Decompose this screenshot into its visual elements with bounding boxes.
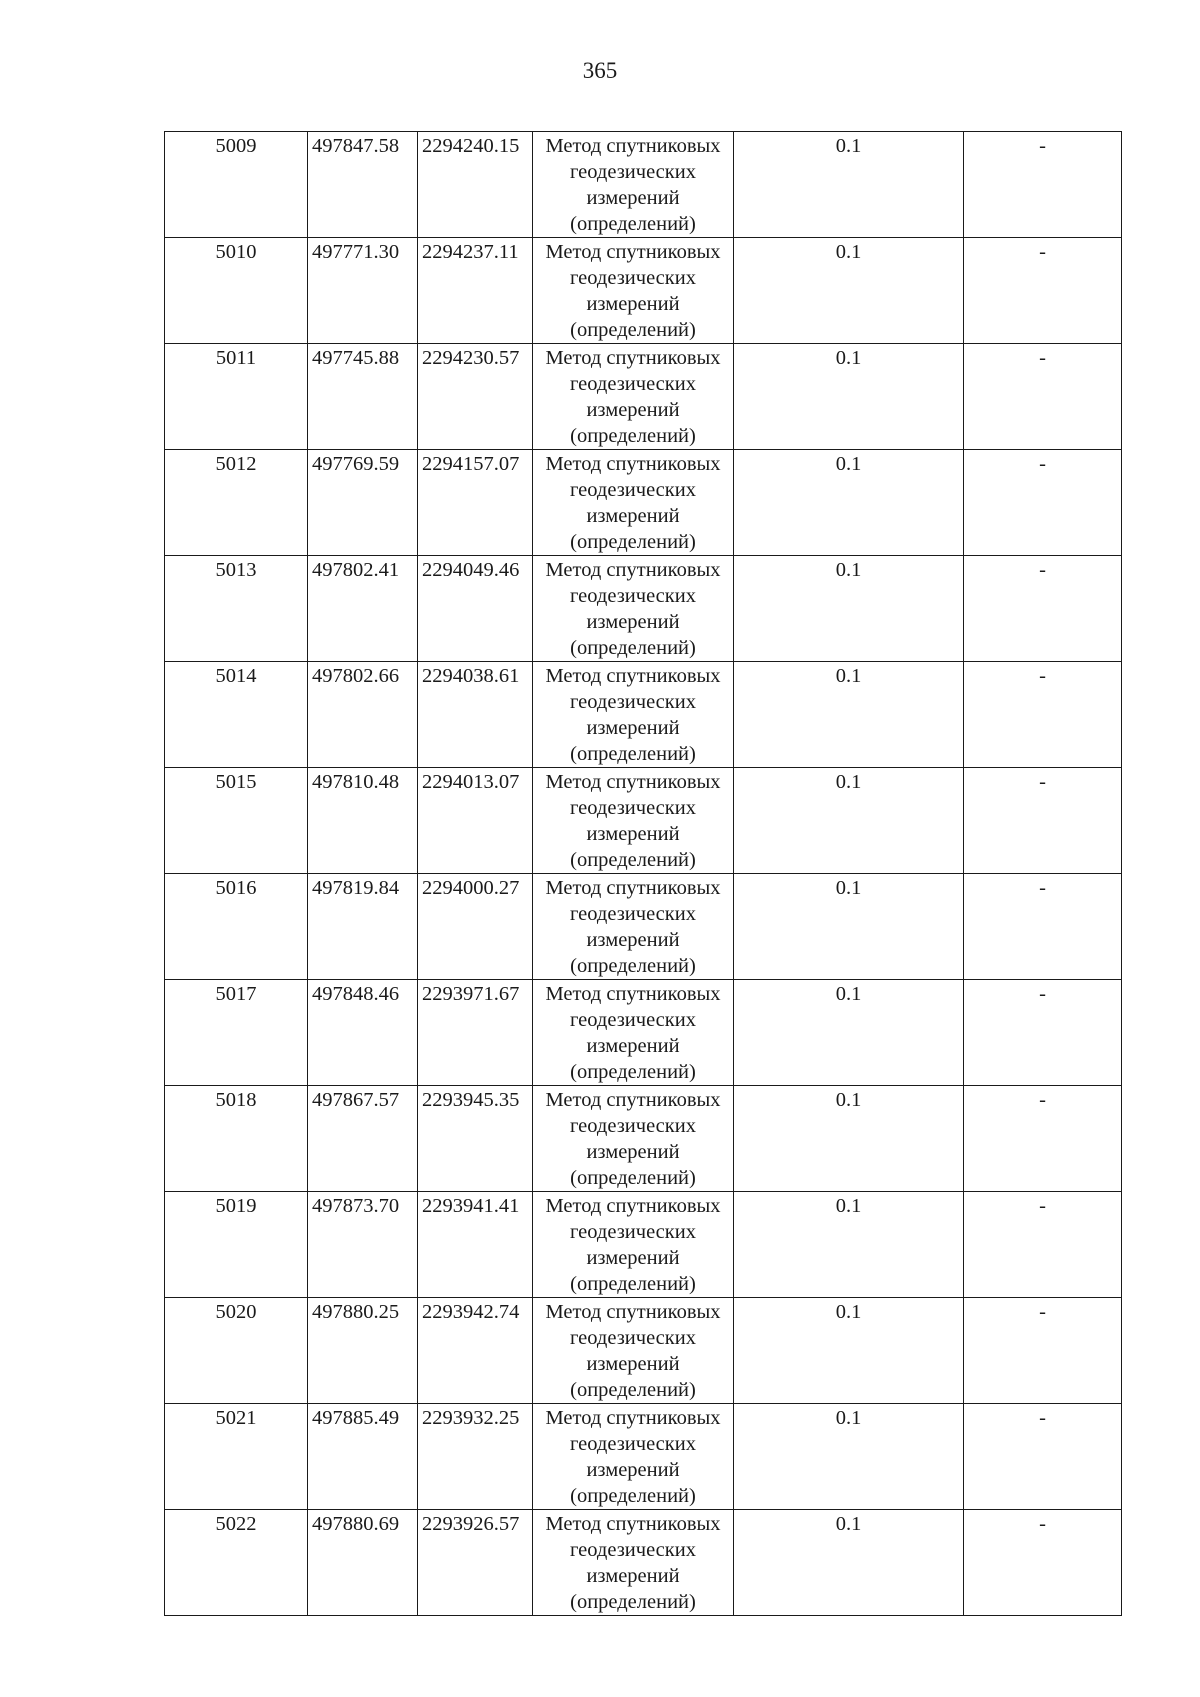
method-cell: Метод спутниковых геодезических измерений (определений) <box>533 1086 734 1192</box>
point-number-cell: 5021 <box>165 1404 308 1510</box>
table-row <box>165 1086 1122 1192</box>
accuracy-cell: 0.1 <box>734 556 964 662</box>
point-number-cell: 5017 <box>165 980 308 1086</box>
accuracy-cell: 0.1 <box>734 1086 964 1192</box>
method-cell: Метод спутниковых геодезических измерений (определений) <box>533 1192 734 1298</box>
point-number-cell: 5020 <box>165 1298 308 1404</box>
table-row <box>165 450 1122 556</box>
x-coordinate-cell: 497867.57 <box>308 1086 418 1192</box>
accuracy-cell: 0.1 <box>734 1192 964 1298</box>
note-cell: - <box>964 344 1122 450</box>
note-cell: - <box>964 980 1122 1086</box>
point-number-cell: 5010 <box>165 238 308 344</box>
method-cell: Метод спутниковых геодезических измерений (определений) <box>533 1510 734 1616</box>
y-coordinate-cell: 2294237.11 <box>418 238 533 344</box>
note-cell: - <box>964 132 1122 238</box>
table-row <box>165 1404 1122 1510</box>
note-cell: - <box>964 450 1122 556</box>
table-row <box>165 238 1122 344</box>
method-cell: Метод спутниковых геодезических измерений (определений) <box>533 238 734 344</box>
method-cell: Метод спутниковых геодезических измерений (определений) <box>533 344 734 450</box>
y-coordinate-cell: 2293945.35 <box>418 1086 533 1192</box>
table-row <box>165 1510 1122 1616</box>
method-cell: Метод спутниковых геодезических измерений (определений) <box>533 132 734 238</box>
method-cell: Метод спутниковых геодезических измерений (определений) <box>533 556 734 662</box>
x-coordinate-cell: 497802.41 <box>308 556 418 662</box>
point-number-cell: 5018 <box>165 1086 308 1192</box>
y-coordinate-cell: 2294157.07 <box>418 450 533 556</box>
x-coordinate-cell: 497769.59 <box>308 450 418 556</box>
y-coordinate-cell: 2293932.25 <box>418 1404 533 1510</box>
x-coordinate-cell: 497873.70 <box>308 1192 418 1298</box>
table-row <box>165 768 1122 874</box>
x-coordinate-cell: 497771.30 <box>308 238 418 344</box>
point-number-cell: 5009 <box>165 132 308 238</box>
method-cell: Метод спутниковых геодезических измерений (определений) <box>533 768 734 874</box>
table-row <box>165 1192 1122 1298</box>
x-coordinate-cell: 497885.49 <box>308 1404 418 1510</box>
method-cell: Метод спутниковых геодезических измерений (определений) <box>533 874 734 980</box>
page-number: 365 <box>582 58 618 83</box>
accuracy-cell: 0.1 <box>734 132 964 238</box>
table-row <box>165 874 1122 980</box>
accuracy-cell: 0.1 <box>734 662 964 768</box>
table-row <box>165 344 1122 450</box>
method-cell: Метод спутниковых геодезических измерений (определений) <box>533 1298 734 1404</box>
note-cell: - <box>964 1192 1122 1298</box>
y-coordinate-cell: 2293926.57 <box>418 1510 533 1616</box>
point-number-cell: 5016 <box>165 874 308 980</box>
accuracy-cell: 0.1 <box>734 238 964 344</box>
note-cell: - <box>964 1510 1122 1616</box>
point-number-cell: 5014 <box>165 662 308 768</box>
x-coordinate-cell: 497819.84 <box>308 874 418 980</box>
point-number-cell: 5011 <box>165 344 308 450</box>
y-coordinate-cell: 2293942.74 <box>418 1298 533 1404</box>
accuracy-cell: 0.1 <box>734 768 964 874</box>
point-number-cell: 5015 <box>165 768 308 874</box>
note-cell: - <box>964 556 1122 662</box>
table-row <box>165 556 1122 662</box>
y-coordinate-cell: 2294038.61 <box>418 662 533 768</box>
table-row <box>165 662 1122 768</box>
method-cell: Метод спутниковых геодезических измерений (определений) <box>533 450 734 556</box>
point-number-cell: 5022 <box>165 1510 308 1616</box>
y-coordinate-cell: 2294049.46 <box>418 556 533 662</box>
accuracy-cell: 0.1 <box>734 1510 964 1616</box>
accuracy-cell: 0.1 <box>734 980 964 1086</box>
table-row <box>165 132 1122 238</box>
note-cell: - <box>964 1404 1122 1510</box>
note-cell: - <box>964 768 1122 874</box>
note-cell: - <box>964 1298 1122 1404</box>
y-coordinate-cell: 2294000.27 <box>418 874 533 980</box>
table-row <box>165 980 1122 1086</box>
accuracy-cell: 0.1 <box>734 1298 964 1404</box>
point-number-cell: 5019 <box>165 1192 308 1298</box>
y-coordinate-cell: 2293941.41 <box>418 1192 533 1298</box>
coordinates-table <box>164 131 1122 1616</box>
accuracy-cell: 0.1 <box>734 874 964 980</box>
note-cell: - <box>964 238 1122 344</box>
x-coordinate-cell: 497880.69 <box>308 1510 418 1616</box>
note-cell: - <box>964 662 1122 768</box>
note-cell: - <box>964 1086 1122 1192</box>
y-coordinate-cell: 2294240.15 <box>418 132 533 238</box>
x-coordinate-cell: 497847.58 <box>308 132 418 238</box>
point-number-cell: 5012 <box>165 450 308 556</box>
x-coordinate-cell: 497810.48 <box>308 768 418 874</box>
x-coordinate-cell: 497848.46 <box>308 980 418 1086</box>
accuracy-cell: 0.1 <box>734 1404 964 1510</box>
accuracy-cell: 0.1 <box>734 344 964 450</box>
x-coordinate-cell: 497745.88 <box>308 344 418 450</box>
y-coordinate-cell: 2294013.07 <box>418 768 533 874</box>
method-cell: Метод спутниковых геодезических измерений (определений) <box>533 1404 734 1510</box>
y-coordinate-cell: 2294230.57 <box>418 344 533 450</box>
point-number-cell: 5013 <box>165 556 308 662</box>
x-coordinate-cell: 497880.25 <box>308 1298 418 1404</box>
table-row <box>165 1298 1122 1404</box>
note-cell: - <box>964 874 1122 980</box>
method-cell: Метод спутниковых геодезических измерений (определений) <box>533 662 734 768</box>
y-coordinate-cell: 2293971.67 <box>418 980 533 1086</box>
x-coordinate-cell: 497802.66 <box>308 662 418 768</box>
accuracy-cell: 0.1 <box>734 450 964 556</box>
method-cell: Метод спутниковых геодезических измерений (определений) <box>533 980 734 1086</box>
coordinates-table-body <box>165 132 1122 1616</box>
